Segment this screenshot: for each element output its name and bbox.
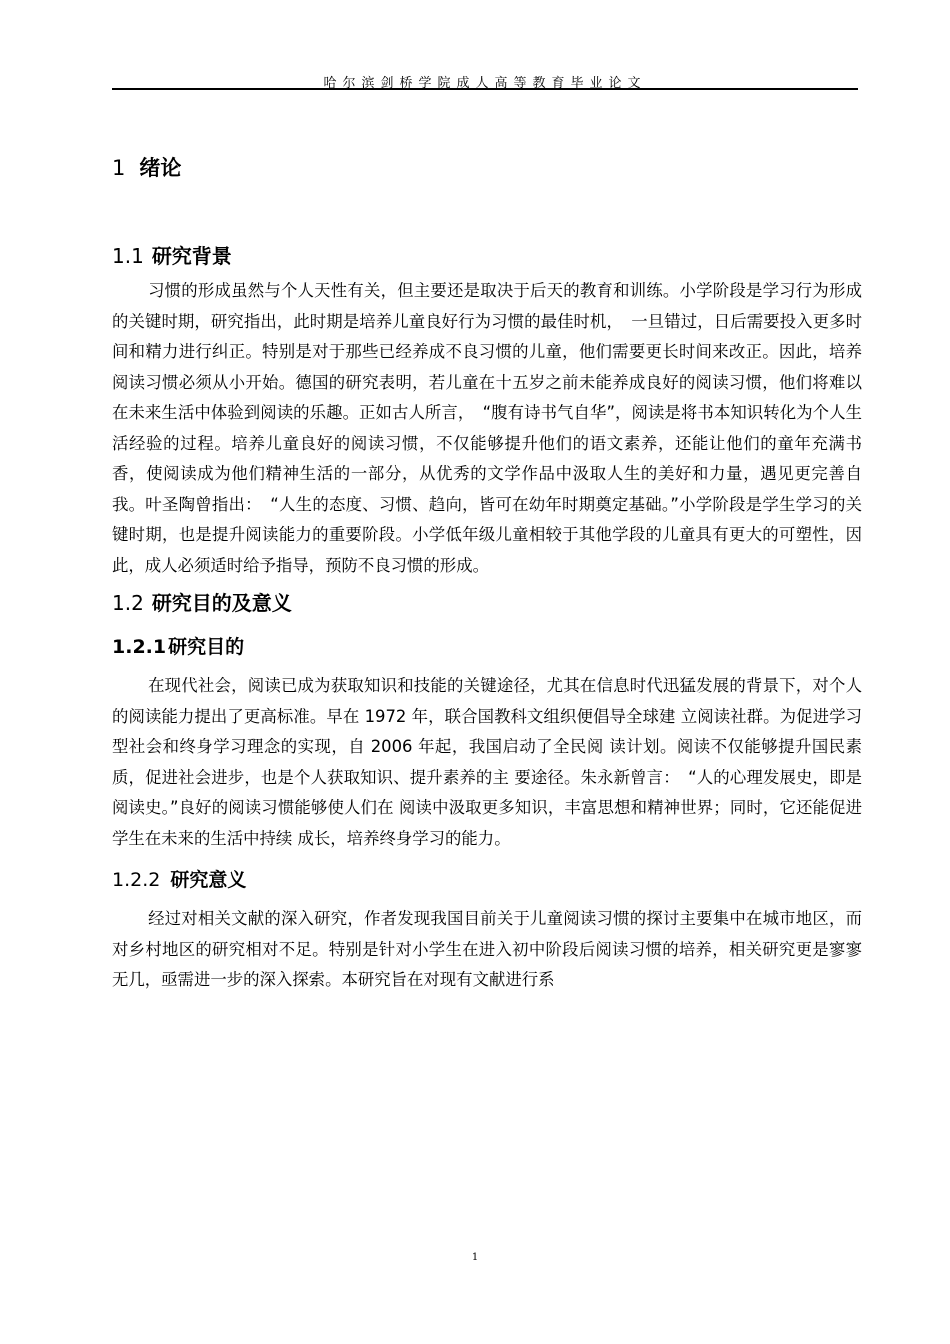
page-number: 1 <box>471 1252 479 1263</box>
subsection-heading-1-2-1 <box>112 627 862 667</box>
document-body <box>112 150 862 996</box>
page-header <box>112 66 858 90</box>
section-title: 研究目的及意义 <box>151 591 292 615</box>
subsection-title: 研究目的 <box>168 636 245 658</box>
section-title: 研究背景 <box>151 244 232 268</box>
subsection-title: 研究意义 <box>170 869 247 891</box>
section-heading-1-2 <box>112 583 862 623</box>
paragraph-research-purpose: 在现代社会，阅读已成为获取知识和技能的关键途径，尤其在信息时代迅猛发展的背景下，对个人的阅读能力提出了更高标准。早在 1972 年，联合国教科文组织便倡导全球建 立阅读社群。为促进学习型社会和终身学习理念的实现，自 2006 年起，我国启动了全民阅 读计划。阅读不仅能够提升国民素质，促进社会进步，也是个人获取知识、提升素养的主 要途径。朱永新曾言： “人的心理发展史，即是阅读史。”良好的阅读习惯能够使人们在 阅读中汲取更多知识，丰富思想和精神世界；同时，它还能促进学生在未来的生活中持续 成长，培养终身学习的能力。 <box>112 676 862 848</box>
chapter-heading <box>112 150 862 186</box>
paragraph-research-significance: 经过对相关文献的深入研究，作者发现我国目前关于儿童阅读习惯的探讨主要集中在城市地区，而对乡村地区的研究相对不足。特别是针对小学生在进入初中阶段后阅读习惯的培养，相关研究更是寥寥无几，亟需进一步的深入探索。本研究旨在对现有文献进行系 <box>112 909 862 989</box>
section-number: 1.2 <box>112 591 144 615</box>
section-heading-1-1 <box>112 236 862 276</box>
subsection-heading-1-2-2 <box>112 860 862 900</box>
paragraph-research-background: 习惯的形成虽然与个人天性有关，但主要还是取决于后天的教育和训练。小学阶段是学习行为形成的关键时期，研究指出，此时期是培养儿童良好行为习惯的最佳时机， 一旦错过，日后需要投入更多时间和精力进行纠正。特别是对于那些已经养成不良习惯的儿童，他们需要更长时间来改正。因此，培养阅读习惯必须从小开始。德国的研究表明，若儿童在十五岁之前未能养成良好的阅读习惯，他们将难以在未来生活中体验到阅读的乐趣。正如古人所言， “腹有诗书气自华”，阅读是将书本知识转化为个人生活经验的过程。培养儿童良好的阅读习惯，不仅能够提升他们的语文素养，还能让他们的童年充满书香，使阅读成为他们精神生活的一部分，从优秀的文学作品中汲取人生的美好和力量，遇见更完善自我。叶圣陶曾指出： “人生的态度、习惯、趋向，皆可在幼年时期奠定基础。”小学阶段是学生学习的关键时期，也是提升阅读能力的重要阶段。小学低年级儿童相较于其他学段的儿童具有更大的可塑性，因此，成人必须适时给予指导，预防不良习惯的形成。 <box>112 281 862 575</box>
chapter-number: 1 <box>112 156 126 180</box>
subsection-number: 1.2.1 <box>112 636 167 658</box>
section-number: 1.1 <box>112 244 144 268</box>
header-title: 哈尔滨剑桥学院成人高等教育毕业论文 <box>323 76 647 91</box>
chapter-title: 绪论 <box>139 156 182 180</box>
subsection-number: 1.2.2 <box>112 869 161 891</box>
